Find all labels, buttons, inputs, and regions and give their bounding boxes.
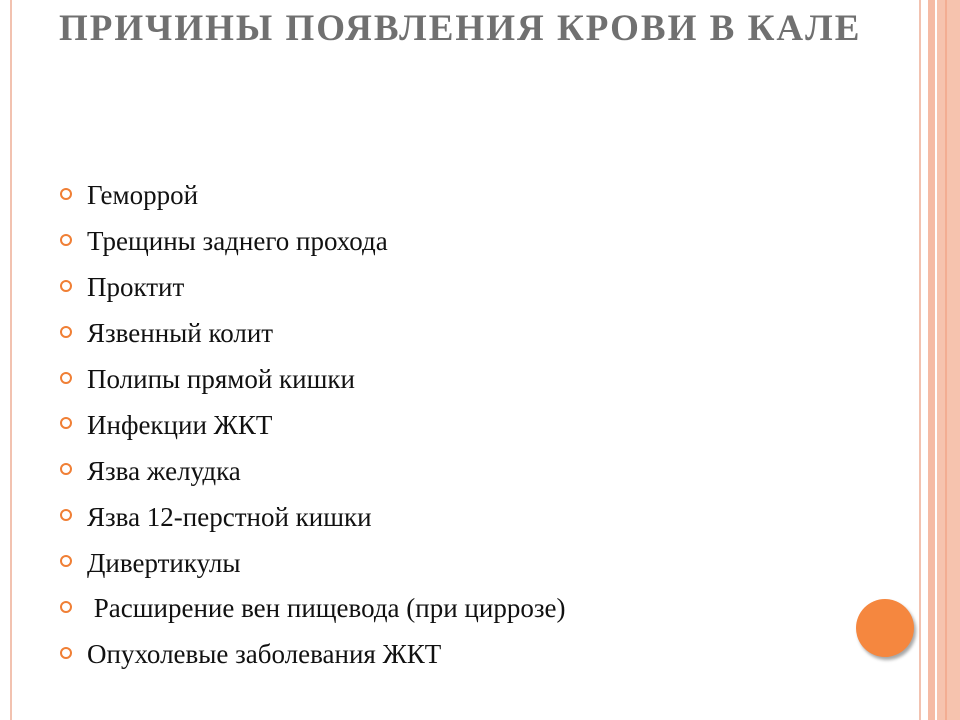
bullet-text: Полипы прямой кишки [87,364,355,394]
bullet-text: Инфекции ЖКТ [87,409,273,440]
bullet-item [60,586,840,632]
bullet-circle-icon [60,601,72,613]
bullet-text: Расширение вен пищевода (при циррозе) [87,593,566,624]
bullet-circle-icon [60,372,72,384]
bullet-item [60,540,840,586]
bullet-circle-icon [60,509,72,521]
decorative-orange-circle [856,599,914,657]
bullet-text: Проктит [87,272,185,303]
bullet-circle-icon [60,188,72,200]
bullet-item [60,173,840,219]
right-decorative-stripe [928,0,935,720]
right-decorative-band [937,0,960,720]
bullet-circle-icon [60,234,72,246]
bullet-item [60,219,840,265]
right-band-line [945,0,947,720]
bullet-text: Язва 12-перстной кишки [87,501,372,532]
bullet-circle-icon [60,555,72,567]
bullet-text: Дивертикулы [87,547,241,578]
bullet-item [60,265,840,311]
bullet-text: Язвенный колит [87,318,274,349]
bullet-circle-icon [60,326,72,338]
bullet-item [60,632,840,678]
bullet-item [60,357,840,403]
slide-title: ПРИЧИНЫ ПОЯВЛЕНИЯ КРОВИ В КАЛЕ [59,8,862,49]
bullet-text: Язва желудка [87,455,241,486]
bullet-text: Геморрой [87,180,199,211]
bullet-circle-icon [60,417,72,429]
bullet-list [60,173,840,678]
bullet-circle-icon [60,647,72,659]
bullet-item [60,311,840,357]
bullet-text: Трещины заднего прохода [87,226,388,257]
bullet-item [60,402,840,448]
bullet-item [60,494,840,540]
bullet-item [60,448,840,494]
bullet-text: Опухолевые заболевания ЖКТ [87,639,442,670]
bullet-circle-icon [60,463,72,475]
left-border-line [10,0,12,720]
right-border-line [919,0,921,720]
bullet-circle-icon [60,280,72,292]
